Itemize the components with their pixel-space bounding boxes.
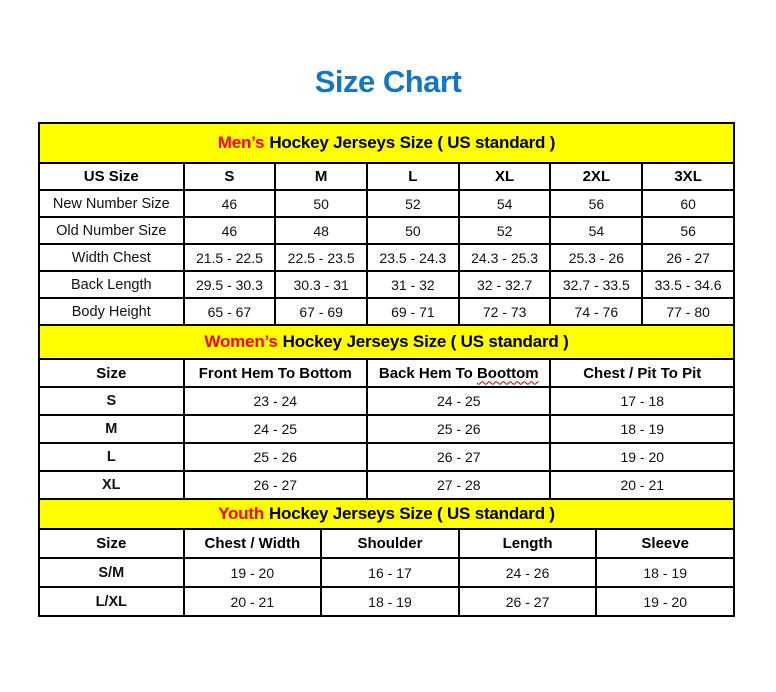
cell-value: 21.5 - 22.5 (184, 244, 276, 271)
cell-value: 30.3 - 31 (275, 271, 367, 298)
men-column-header: XL (459, 163, 551, 190)
men-column-header: 2XL (550, 163, 642, 190)
cell-value: 26 - 27 (184, 471, 367, 499)
cell-value: 60 (642, 190, 734, 217)
row-label: Old Number Size (39, 217, 184, 244)
cell-value: 72 - 73 (459, 298, 551, 325)
cell-value: 20 - 21 (184, 587, 322, 616)
cell-value: 25 - 26 (184, 443, 367, 471)
cell-value: 50 (275, 190, 367, 217)
women-column-header: Front Hem To Bottom (184, 359, 367, 387)
youth-column-header: Shoulder (321, 529, 459, 558)
cell-value: 24 - 26 (459, 558, 597, 587)
cell-value: 25 - 26 (367, 415, 550, 443)
cell-value: 54 (459, 190, 551, 217)
women-header-row (39, 359, 734, 387)
cell-value: 20 - 21 (550, 471, 734, 499)
youth-size-table (38, 528, 735, 617)
youth-section-band (38, 498, 735, 530)
womens-size-table (38, 358, 735, 500)
row-label: Body Height (39, 298, 184, 325)
youth-band-highlight: Youth (218, 504, 264, 523)
cell-value: 18 - 19 (321, 587, 459, 616)
women-data-row (39, 471, 734, 499)
cell-value: 77 - 80 (642, 298, 734, 325)
cell-value: 56 (550, 190, 642, 217)
men-data-row (39, 217, 734, 244)
row-label: XL (39, 471, 184, 499)
row-label: L/XL (39, 587, 184, 616)
cell-value: 23.5 - 24.3 (367, 244, 459, 271)
size-chart (38, 122, 735, 617)
men-data-row (39, 190, 734, 217)
cell-value: 32.7 - 33.5 (550, 271, 642, 298)
cell-value: 24.3 - 25.3 (459, 244, 551, 271)
men-column-header: US Size (39, 163, 184, 190)
row-label: L (39, 443, 184, 471)
cell-value: 19 - 20 (184, 558, 322, 587)
cell-value: 22.5 - 23.5 (275, 244, 367, 271)
cell-value: 46 (184, 190, 276, 217)
row-label: New Number Size (39, 190, 184, 217)
mens-band-text: Hockey Jerseys Size ( US standard ) (269, 133, 556, 152)
youth-column-header: Chest / Width (184, 529, 322, 558)
cell-value: 24 - 25 (184, 415, 367, 443)
cell-value: 48 (275, 217, 367, 244)
cell-value: 54 (550, 217, 642, 244)
women-data-row (39, 443, 734, 471)
cell-value: 32 - 32.7 (459, 271, 551, 298)
men-column-header: S (184, 163, 276, 190)
men-column-header: M (275, 163, 367, 190)
row-label: M (39, 415, 184, 443)
youth-column-header: Length (459, 529, 597, 558)
misspelled-word: Boottom (476, 364, 539, 382)
men-column-header: 3XL (642, 163, 734, 190)
page-title: Size Chart (314, 64, 462, 99)
men-data-row (39, 271, 734, 298)
women-column-header: Chest / Pit To Pit (550, 359, 734, 387)
womens-section-band (38, 324, 735, 360)
cell-value: 50 (367, 217, 459, 244)
youth-band-text: Hockey Jerseys Size ( US standard ) (268, 504, 555, 523)
women-column-header (367, 359, 550, 387)
youth-header-row (39, 529, 734, 558)
youth-data-row (39, 587, 734, 616)
cell-value: 17 - 18 (550, 387, 734, 415)
row-label: Back Length (39, 271, 184, 298)
womens-band-text: Hockey Jerseys Size ( US standard ) (282, 332, 569, 351)
cell-value: 74 - 76 (550, 298, 642, 325)
row-label: Width Chest (39, 244, 184, 271)
youth-data-row (39, 558, 734, 587)
cell-value: 46 (184, 217, 276, 244)
cell-value: 31 - 32 (367, 271, 459, 298)
cell-value: 26 - 27 (367, 443, 550, 471)
cell-value: 16 - 17 (321, 558, 459, 587)
youth-column-header: Size (39, 529, 184, 558)
cell-value: 52 (459, 217, 551, 244)
row-label: S/M (39, 558, 184, 587)
cell-value: 18 - 19 (550, 415, 734, 443)
cell-value: 65 - 67 (184, 298, 276, 325)
mens-section-band (38, 122, 735, 164)
women-data-row (39, 387, 734, 415)
men-column-header: L (367, 163, 459, 190)
cell-value: 69 - 71 (367, 298, 459, 325)
women-column-header: Size (39, 359, 184, 387)
women-data-row (39, 415, 734, 443)
cell-value: 19 - 20 (596, 587, 734, 616)
cell-value: 23 - 24 (184, 387, 367, 415)
cell-value: 29.5 - 30.3 (184, 271, 276, 298)
cell-value: 26 - 27 (459, 587, 597, 616)
cell-value: 25.3 - 26 (550, 244, 642, 271)
cell-value: 18 - 19 (596, 558, 734, 587)
womens-band-highlight: Women’s (204, 332, 278, 351)
cell-value: 67 - 69 (275, 298, 367, 325)
cell-value: 19 - 20 (550, 443, 734, 471)
mens-band-highlight: Men’s (217, 133, 265, 152)
row-label: S (39, 387, 184, 415)
cell-value: 56 (642, 217, 734, 244)
mens-size-table (38, 162, 735, 326)
men-data-row (39, 298, 734, 325)
cell-value: 33.5 - 34.6 (642, 271, 734, 298)
cell-value: 27 - 28 (367, 471, 550, 499)
cell-value: 24 - 25 (367, 387, 550, 415)
men-header-row (39, 163, 734, 190)
cell-value: 26 - 27 (642, 244, 734, 271)
youth-column-header: Sleeve (596, 529, 734, 558)
cell-value: 52 (367, 190, 459, 217)
men-data-row (39, 244, 734, 271)
column-header-text: Back Hem To (378, 364, 477, 382)
